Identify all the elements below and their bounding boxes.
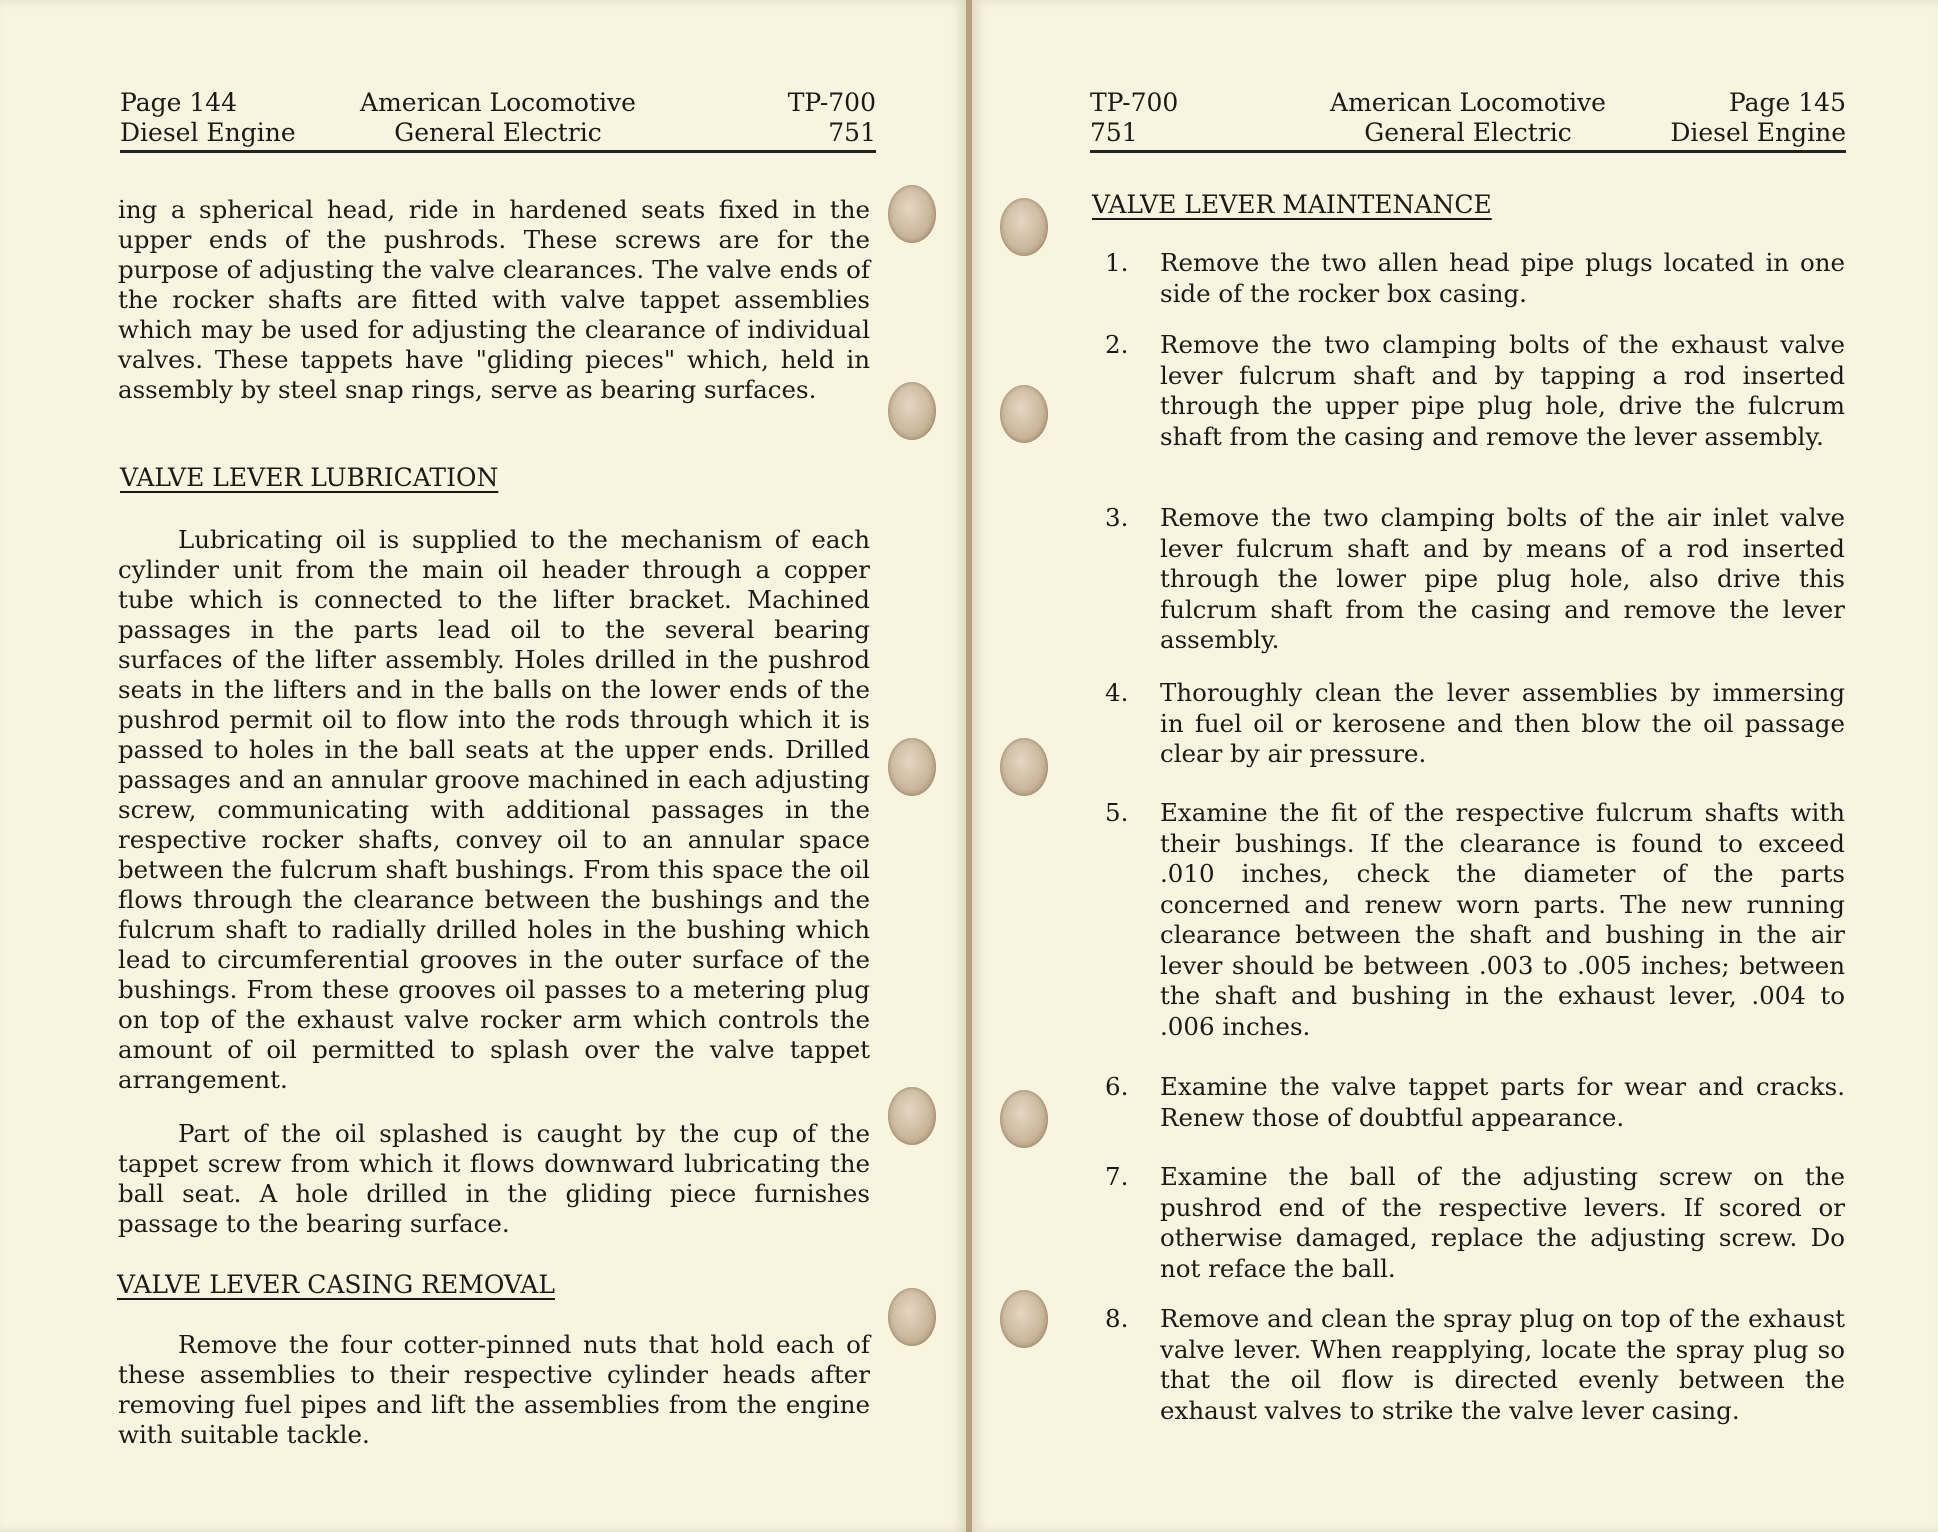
list-item-number: 6. [1105, 1072, 1129, 1101]
list-item [1105, 1304, 1845, 1426]
section-title: Diesel Engine [1670, 118, 1846, 147]
list-item-text: Examine the valve tappet parts for wear and cracks. Renew those of doubtful appearance. [1160, 1072, 1845, 1132]
company-name-secondary: General Electric [1364, 118, 1572, 147]
company-name-secondary: General Electric [394, 118, 602, 147]
list-item-number: 5. [1105, 798, 1129, 827]
binder-hole [1000, 1090, 1048, 1148]
binder-hole [1000, 738, 1048, 796]
document-code: TP-700 [1090, 88, 1179, 117]
intro-paragraph: ing a spherical head, ride in hardened seats fixed in the upper ends of the pushrods. These screws are for the purpose of adjusting the valve clearances. The valve ends of the rocker shafts are fitted with valve tappet assemblies which may be used for adjusting the clearance of individual valves. These tappets have "gliding pieces" which, held in assembly by steel snap rings, serve as bearing surfaces. [118, 195, 870, 404]
list-item-text: Remove and clean the spray plug on top of the exhaust valve lever. When reapplying, locate the spray plug so that the oil flow is directed evenly between the exhaust valves to strike the valve lever casing. [1160, 1304, 1845, 1425]
list-item [1105, 1072, 1845, 1133]
lubrication-paragraph-2: Part of the oil splashed is caught by the cup of the tappet screw from which it flows downward lubricating the ball seat. A hole drilled in the gliding piece furnishes passage to the bearing surface. [118, 1119, 870, 1238]
company-name: American Locomotive [1330, 88, 1606, 117]
list-item [1105, 678, 1845, 770]
page-number: Page 145 [1728, 88, 1846, 117]
binder-hole [1000, 385, 1048, 443]
binder-hole [1000, 198, 1048, 256]
casing-removal-paragraph: Remove the four cotter-pinned nuts that hold each of these assemblies to their respective cylinder heads after removing fuel pipes and lift the assemblies from the engine with suitable tackle. [118, 1330, 870, 1449]
binder-hole [888, 738, 936, 796]
list-item-number: 3. [1105, 503, 1129, 532]
right-page-header [1090, 88, 1846, 153]
list-item-number: 4. [1105, 678, 1129, 707]
list-item-number: 8. [1105, 1304, 1129, 1333]
list-item [1105, 330, 1845, 452]
binder-hole [888, 1087, 936, 1145]
list-item-text: Remove the two clamping bolts of the air inlet valve lever fulcrum shaft and by means of a rod inserted through the lower pipe plug hole, also drive this fulcrum shaft from the casing and remove the lever assembly. [1160, 503, 1845, 654]
left-page [0, 0, 966, 1532]
list-item [1105, 248, 1845, 309]
document-code: TP-700 [787, 88, 876, 117]
list-item-number: 7. [1105, 1162, 1129, 1191]
list-item-text: Examine the ball of the adjusting screw on the pushrod end of the respective levers. If scored or otherwise damaged, replace the adjusting screw. Do not reface the ball. [1160, 1162, 1845, 1283]
list-item-text: Remove the two clamping bolts of the exhaust valve lever fulcrum shaft and by tapping a rod inserted through the upper pipe plug hole, drive the fulcrum shaft from the casing and remove the lever assembly. [1160, 330, 1845, 451]
lubrication-paragraph-1: Lubricating oil is supplied to the mechanism of each cylinder unit from the main oil header through a copper tube which is connected to the lifter bracket. Machined passages in the parts lead oil to the several bearing surfaces of the lifter assembly. Holes drilled in the pushrod seats in the lifters and in the balls on the lower ends of the pushrod permit oil to flow into the rods through which it is passed to holes in the ball seats at the upper ends. Drilled passages and an annular groove machined in each adjusting screw, communicating with additional passages in the respective rocker shafts, convey oil to an annular space between the fulcrum shaft bushings. From this space the oil flows through the clearance between the bushings and the fulcrum shaft to radially drilled holes in the bushing which lead to circumferential grooves in the outer surface of the bushings. From these grooves oil passes to a metering plug on top of the exhaust valve rocker arm which controls the amount of oil permitted to splash over the valve tappet arrangement. [118, 525, 870, 1094]
document-number: 751 [828, 118, 876, 147]
binder-hole [888, 1288, 936, 1346]
left-page-header [120, 88, 876, 153]
list-item-text: Examine the fit of the respective fulcrum shafts with their bushings. If the clearance is found to exceed .010 inches, check the diameter of the parts concerned and renew worn parts. The new running clearance between the shaft and bushing in the air lever should be between .003 to .005 inches; between the shaft and bushing in the exhaust lever, .004 to .006 inches. [1160, 798, 1845, 1041]
list-item-text: Remove the two allen head pipe plugs located in one side of the rocker box casing. [1160, 248, 1845, 308]
lubrication-heading: VALVE LEVER LUBRICATION [120, 463, 499, 492]
document-number: 751 [1090, 118, 1138, 147]
list-item [1105, 503, 1845, 656]
maintenance-heading: VALVE LEVER MAINTENANCE [1092, 190, 1492, 219]
list-item [1105, 798, 1845, 1042]
binder-hole [888, 185, 936, 243]
list-item-text: Thoroughly clean the lever assemblies by immersing in fuel oil or kerosene and then blow the oil passage clear by air pressure. [1160, 678, 1845, 768]
binder-hole [1000, 1290, 1048, 1348]
intro-text-block [118, 195, 870, 405]
section-title: Diesel Engine [120, 118, 296, 147]
list-item [1105, 1162, 1845, 1284]
binder-hole [888, 382, 936, 440]
page-number: Page 144 [120, 88, 238, 117]
lubrication-text-block [118, 525, 870, 1239]
casing-text-block [118, 1330, 870, 1450]
casing-removal-heading: VALVE LEVER CASING REMOVAL [117, 1270, 555, 1299]
company-name: American Locomotive [360, 88, 636, 117]
list-item-number: 1. [1105, 248, 1129, 277]
list-item-number: 2. [1105, 330, 1129, 359]
